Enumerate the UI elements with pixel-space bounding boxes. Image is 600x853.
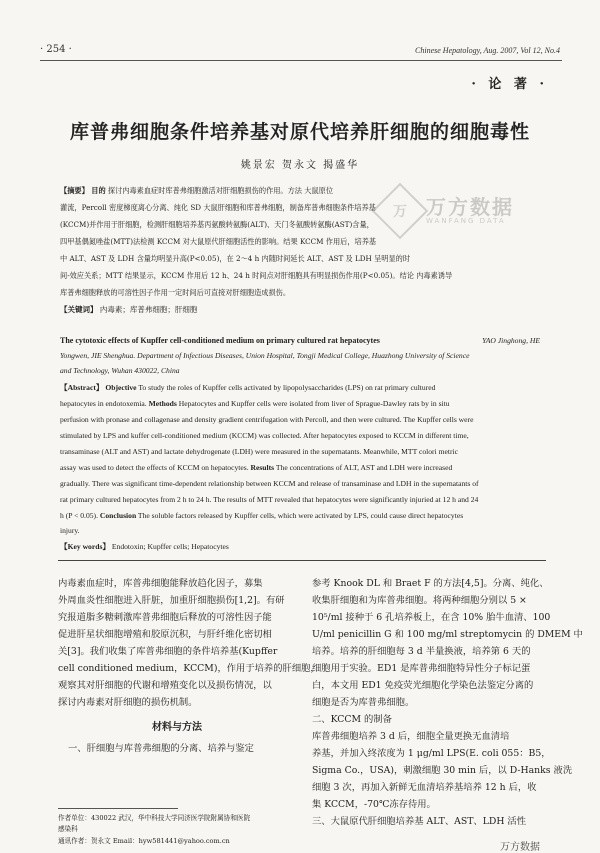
abstract-divider [58, 560, 546, 561]
abstract-line: gradually. There was significant time-dependent relationship between KCCM and release of transaminase and LDH in the supernatants of [60, 479, 479, 488]
abstract-line: rat primary cultured hepatocytes from 2 h to 24 h. The results of MTT revealed that hepatocytes were significantly injuried at 12 h and 24 [60, 495, 479, 504]
body-line: 参考 Knook DL 和 Braet F 的方法[4,5]。分离、纯化、 [312, 578, 549, 589]
abstract-line: hepatocytes in endotoxemia. Methods Hepatocytes and Kupffer cells were isolated from liver of Sprague-Dawley rats by in situ [60, 399, 450, 408]
body-line: cell conditioned medium，KCCM)，作用于培养的肝细胞， [58, 663, 320, 674]
section-label: · 论 著 · [471, 77, 548, 92]
paper-title: 库普弗细胞条件培养基对原代培养肝细胞的细胞毒性 [69, 121, 530, 143]
body-line: 关[3]。我们收集了库普弗细胞的条件培养基(Kupffer [58, 646, 278, 657]
body-line: 二、KCCM 的制备 [312, 714, 392, 725]
abstract-line: 间-效应关系；MTT 结果显示，KCCM 作用后 12 h、24 h 时间点对肝细胞具有明显损伤作用(P<0.05)。结论 内毒素诱导 [60, 271, 453, 280]
body-line: U/ml penicillin G 和 100 mg/ml streptomycin 的 DMEM 中 [312, 629, 583, 640]
watermark-name: 万方数据 [426, 195, 514, 220]
footnote-corresponding: 通讯作者：贺永文 Email：hyw581441@yahoo.com.cn [58, 837, 230, 845]
body-line: 探讨内毒素对肝细胞的损伤机制。 [58, 697, 198, 708]
body-line: 外周血炎性细胞进入肝脏，加重肝细胞损伤[1,2]。有研 [58, 595, 285, 606]
english-affiliation: Yongwen, JIE Shenghua. Department of Infectious Diseases, Union Hospital, Tongji Medical College, Huazhong University of Science [60, 351, 470, 360]
body-line: 库普弗细胞培养 3 d 后，细胞全量更换无血清培 [312, 731, 510, 742]
body-line: 究报道脂多糖刺激库普弗细胞后释放的可溶性因子能 [58, 612, 272, 623]
abstract-line: perfusion with pronase and collagenase and density gradient centrifugation with Percoll, and then were cultured. The Kupffer cells were [60, 415, 474, 424]
abstract-line: 【摘要】 目的 探讨内毒素血症时库普弗细胞激活对肝细胞损伤的作用。方法 大鼠原位 [60, 186, 334, 195]
wanfang-mark: 万方数据 [500, 842, 540, 853]
footnote-affiliation: 作者单位：430022 武汉，华中科技大学同济医学院附属协和医院 [58, 814, 251, 822]
body-line: Sigma Co.，USA)，刺激细胞 30 min 后，以 D-Hanks 液洗 [312, 765, 573, 776]
body-line: 10⁵/ml 接种于 6 孔培养板上，在含 10% 胎牛血清、100 [312, 612, 551, 623]
abstract-line: stimulated by LPS and kuffer cell-conditioned medium (KCCM) was collected. After hepatocytes exposed to KCCM in different time, [60, 431, 469, 440]
subsection-heading: 一、肝细胞与库普弗细胞的分离、培养与鉴定 [68, 743, 254, 754]
abstract-line: injury. [60, 526, 80, 535]
english-keywords: 【Key words】 Endotoxin; Kupffer cells; Hepatocytes [60, 542, 229, 551]
abstract-line: transaminase (ALT and AST) and lactate dehydrogenate (LDH) were measured in the supernatants. Meanwhile, MTT colori metric [60, 447, 458, 456]
abstract-line: 库普弗细胞释放的可溶性因子作用一定时间后可直接对肝细胞造成损伤。 [60, 288, 291, 297]
body-line: 白，本文用 ED1 免疫荧光细胞化学染色法鉴定分离的 [312, 680, 534, 691]
section-heading: 材料与方法 [152, 722, 202, 733]
abstract-line: assay was used to detect the effects of KCCM on hepatocytes. Results The concentrations of ALT, AST and LDH were increased [60, 463, 453, 472]
abstract-line: h (P < 0.05). Conclusion The soluble factors released by Kupffer cells, which were activated by LPS, could cause direct hepatocytes [60, 511, 464, 520]
abstract-line: 四甲基偶氮唑盐(MTT)法检测 KCCM 对大鼠原代肝细胞活性的影响。结果 KCCM 作用后，培养基 [60, 237, 377, 246]
body-line: 培养。培养的肝细胞每 3 d 半量换液，培养第 6 天的 [312, 646, 531, 657]
abstract-line: 中 ALT、AST 及 LDH 含量均明显升高(P<0.05)，在 2～4 h 内随时间延长 ALT、AST 及 LDH 呈明显的时 [60, 254, 411, 263]
body-line: 养基，并加入终浓度为 1 μg/ml LPS(E. coli 055：B5， [312, 748, 551, 759]
english-title: The cytotoxic effects of Kupffer cell-conditioned medium on primary cultured rat hepatocytes [60, 336, 380, 345]
body-line: 收集肝细胞和为库普弗细胞。将两种细胞分别以 5 × [312, 595, 527, 606]
body-line: 三、大鼠原代肝细胞培养基 ALT、AST、LDH 活性 [312, 816, 527, 827]
body-line: 内毒素血症时，库普弗细胞能释放趋化因子，募集 [58, 578, 263, 589]
body-line: 观察其对肝细胞的代谢和增殖变化以及损伤情况，以 [58, 680, 272, 691]
wanfang-logo-icon: 万 [372, 183, 429, 240]
english-affiliation: and Technology, Wuhan 430022, China [60, 366, 180, 375]
footnote-affiliation-cont: 感染科 [58, 825, 78, 833]
body-line: 促进肝星状细胞增殖和胶原沉积，与肝纤维化密切相 [58, 629, 272, 640]
watermark-sub: WANFANG DATA [426, 217, 506, 226]
body-line: 细胞是否为库普弗细胞。 [312, 697, 415, 708]
body-line: 集 KCCM，-70℃冻存待用。 [312, 799, 436, 810]
journal-header: Chinese Hepatology, Aug. 2007, Vol 12, No.4 [415, 46, 560, 55]
page-number: · 254 · [40, 44, 72, 55]
body-line: 细胞 3 次，再加入新鲜无血清培养基培养 12 h 后，收 [312, 782, 537, 793]
author-list: 姚景宏 贺永文 揭盛华 [240, 160, 360, 171]
body-line: 细胞用于实验。ED1 是库普弗细胞特异性分子标记蛋 [312, 663, 531, 674]
abstract-line: (KCCM)并作用于肝细胞，检测肝细胞培养基丙氨酸转氨酶(ALT)、天门冬氨酸转氨酶(AST)含量， [60, 220, 374, 229]
english-authors: YAO Jinghong, HE [482, 336, 540, 345]
wanfang-watermark [380, 188, 530, 234]
abstract-line: 灌流，Percoll 密度梯度离心分离、纯化 SD 大鼠肝细胞和库普弗细胞，制备库普弗细胞条件培养基 [60, 203, 376, 212]
chinese-keywords: 【关键词】 内毒素；库普弗细胞；肝细胞 [60, 305, 198, 314]
english-title-line [60, 334, 540, 349]
footnote-rule [58, 808, 178, 809]
abstract-line: 【Abstract】 Objective To study the roles of Kupffer cells activated by lipopolysaccharides (LPS) on rat primary cultured [60, 383, 436, 392]
header-rule [40, 60, 562, 61]
